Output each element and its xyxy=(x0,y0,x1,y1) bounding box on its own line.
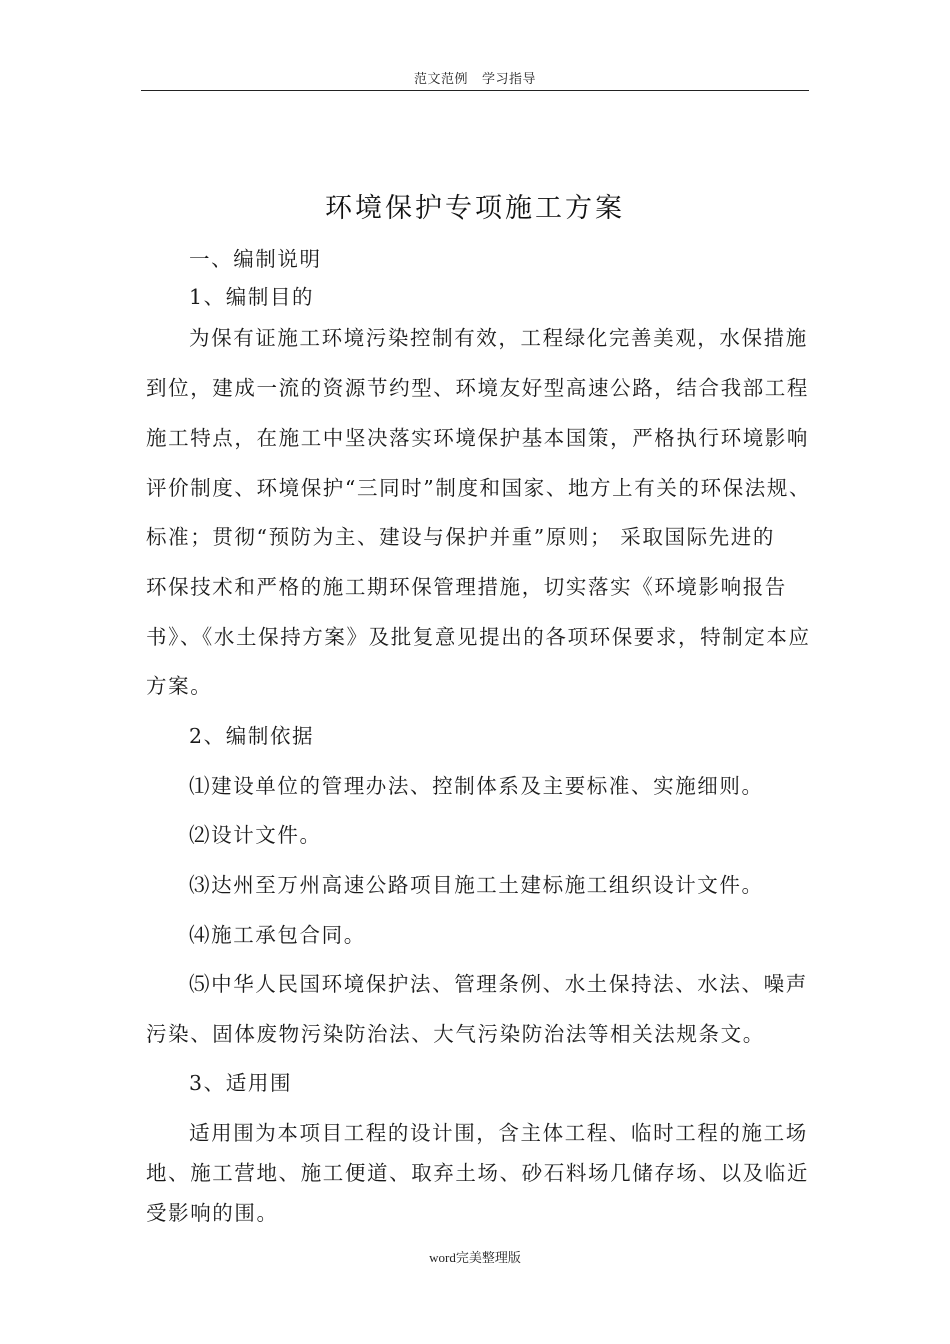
paragraph-line: 为保有证施工环境污染控制有效，工程绿化完善美观，水保措施 xyxy=(189,326,808,350)
subsection-3-heading: 3、适用围 xyxy=(189,1071,293,1095)
paragraph-line: 环保技术和严格的施工期环保管理措施，切实落实《环境影响报告 xyxy=(146,575,787,599)
document-title: 环境保护专项施工方案 xyxy=(325,193,625,224)
basis-item: ⑵设计文件。 xyxy=(189,823,322,847)
header-left-text: 范文范例 xyxy=(413,71,468,86)
paragraph-line: 施工特点，在施工中坚决落实环境保护基本国策，严格执行环境影响 xyxy=(146,426,809,450)
basis-item: ⑴建设单位的管理办法、控制体系及主要标准、实施细则。 xyxy=(189,774,764,798)
basis-item: ⑶达州至万州高速公路项目施工土建标施工组织设计文件。 xyxy=(189,873,764,897)
paragraph-line: 受影响的围。 xyxy=(146,1201,279,1225)
paragraph-line: 地、施工营地、施工便道、取弃土场、砂石料场几储存场、以及临近 xyxy=(146,1161,809,1185)
basis-item-continuation: 污染、固体废物污染防治法、大气污染防治法等相关法规条文。 xyxy=(146,1022,765,1046)
paragraph-line: 标准；贯彻“预防为主、建设与保护并重”原则； 采取国际先进的 xyxy=(146,525,775,549)
paragraph-line: 到位，建成一流的资源节约型、环境友好型高速公路，结合我部工程 xyxy=(146,376,809,400)
paragraph-line: 方案。 xyxy=(146,674,213,698)
basis-item: ⑷施工承包合同。 xyxy=(189,923,366,947)
header-right-text: 学习指导 xyxy=(482,71,537,86)
section-1-heading: 一、编制说明 xyxy=(189,247,322,271)
paragraph-line: 书》、《水土保持方案》及批复意见提出的各项环保要求，特制定本应 xyxy=(146,625,811,649)
page-footer: word完美整理版 xyxy=(429,1250,521,1265)
subsection-2-heading: 2、编制依据 xyxy=(189,724,315,748)
paragraph-line: 评价制度、环境保护“三同时”制度和国家、地方上有关的环保法规、 xyxy=(146,476,812,500)
paragraph-line: 适用围为本项目工程的设计围，含主体工程、临时工程的施工场 xyxy=(189,1121,808,1145)
subsection-1-heading: 1、编制目的 xyxy=(189,285,315,309)
basis-item: ⑸中华人民国环境保护法、管理条例、水土保持法、水法、噪声 xyxy=(189,972,808,996)
page-header xyxy=(141,68,809,91)
